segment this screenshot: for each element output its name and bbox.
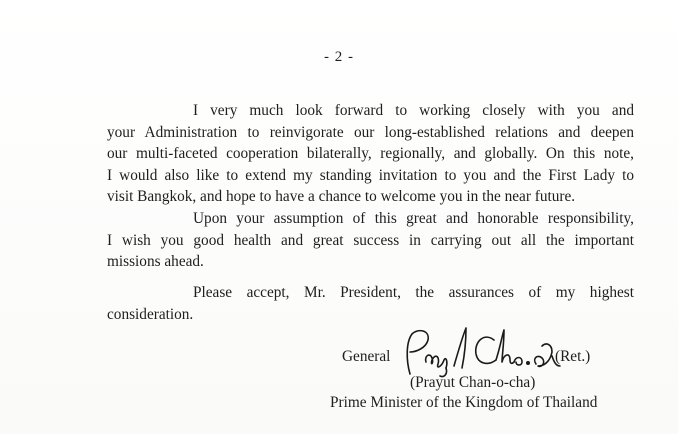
paragraph-line: missions ahead. xyxy=(107,253,204,270)
paragraph-line: Please accept, Mr. President, the assurances of my highest xyxy=(193,284,634,301)
paragraph-line: visit Bangkok, and hope to have a chance to welcome you in the near future. xyxy=(107,188,576,205)
paragraph-3 xyxy=(107,282,634,325)
paragraph-2 xyxy=(107,208,634,273)
rank-suffix: (Ret.) xyxy=(555,348,591,365)
paragraph-line: I wish you good health and great success in carrying out all the important xyxy=(107,231,634,249)
signatory-name: (Prayut Chan-o-cha) xyxy=(410,374,536,391)
handwritten-signature xyxy=(396,322,566,382)
paragraph-1 xyxy=(107,100,634,208)
paragraph-line: our multi-faceted cooperation bilaterally, regionally, and globally. On this note, xyxy=(107,145,634,162)
signatory-title: Prime Minister of the Kingdom of Thailand xyxy=(330,394,598,411)
paragraph-line: your Administration to reinvigorate our long-established relations and deepen xyxy=(107,123,634,141)
paragraph-line: I very much look forward to working closely with you and xyxy=(193,102,634,119)
rank-prefix: General xyxy=(342,348,391,365)
paragraph-line: Upon your assumption of this great and honorable responsibility, xyxy=(193,210,634,227)
paragraph-line: consideration. xyxy=(107,305,194,323)
paragraph-line: I would also like to extend my standing invitation to you and the First Lady to xyxy=(107,166,634,184)
signature-block xyxy=(330,322,630,432)
page-number: - 2 - xyxy=(324,49,354,65)
